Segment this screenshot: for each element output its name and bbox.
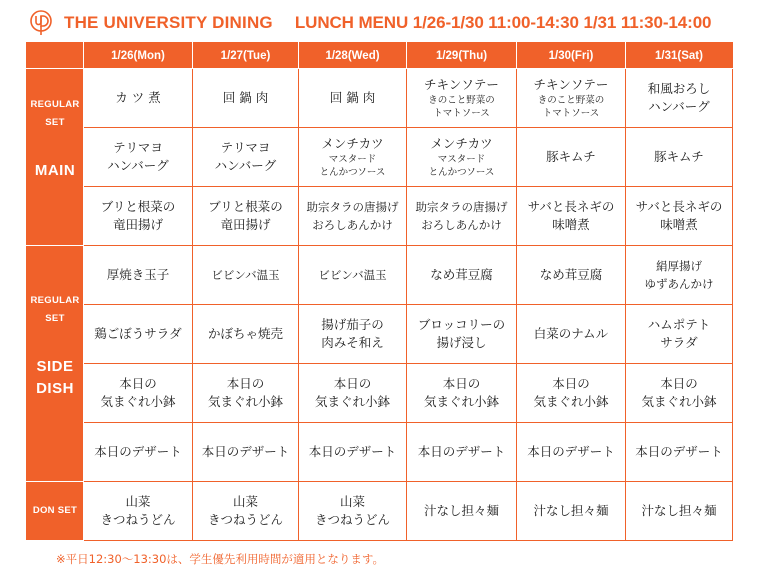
date-header: 1/27(Tue) bbox=[193, 43, 299, 69]
dish-name: チキンソテー bbox=[424, 77, 499, 92]
dish-name-line2: 揚げ浸し bbox=[436, 335, 487, 350]
menu-cell bbox=[517, 128, 626, 187]
menu-cell bbox=[517, 423, 626, 482]
menu-row bbox=[27, 246, 733, 305]
dish-name-line2: サラダ bbox=[660, 335, 698, 350]
dish-name: 和風おろし bbox=[647, 81, 711, 96]
section-label: REGULAR bbox=[30, 99, 80, 110]
section-title: DISH bbox=[36, 379, 74, 397]
dish-name: 本日の bbox=[442, 376, 481, 391]
menu-row bbox=[27, 482, 733, 541]
menu-cell bbox=[84, 187, 193, 246]
dish-name-line2: 気まぐれ小鉢 bbox=[423, 394, 499, 409]
menu-cell bbox=[517, 364, 626, 423]
menu-cell bbox=[407, 187, 517, 246]
dish-sauce: とんかつソース bbox=[428, 167, 495, 178]
menu-cell bbox=[299, 482, 407, 541]
dish-sauce: きのこと野菜の bbox=[428, 95, 495, 106]
section-label: REGULAR bbox=[30, 294, 80, 306]
dish-name-line2: きつねうどん bbox=[314, 512, 390, 527]
dish-name: 本日の bbox=[333, 376, 372, 391]
menu-title: LUNCH MENU 1/26-1/30 11:00-14:30 1/31 11:30-14:00 bbox=[294, 13, 712, 32]
dish-name-line2: ハンバーグ bbox=[107, 158, 169, 173]
dish-name-line2: 味噌煮 bbox=[552, 217, 590, 232]
date-header: 1/31(Sat) bbox=[626, 43, 733, 69]
dish-name-line2: ハンバーグ bbox=[648, 99, 710, 114]
dish-name: テリマヨ bbox=[220, 140, 271, 155]
menu-row bbox=[27, 364, 733, 423]
footnote: ※平日12:30～13:30は、学生優先利用時間が適用となります。 bbox=[56, 552, 384, 566]
menu-cell bbox=[299, 128, 407, 187]
dish-name: 山菜 bbox=[339, 494, 365, 509]
dish-name-line2: きつねうどん bbox=[100, 512, 176, 527]
dish-name-line2: 肉みそ和え bbox=[321, 335, 384, 350]
menu-row bbox=[27, 305, 733, 364]
dish-name-line2: ハンバーグ bbox=[214, 158, 277, 173]
menu-row bbox=[27, 69, 733, 128]
menu-cell bbox=[626, 246, 733, 305]
dish-name: 回 鍋 肉 bbox=[222, 90, 269, 105]
dish-name: テリマヨ bbox=[113, 140, 163, 155]
menu-cell bbox=[193, 305, 299, 364]
menu-cell bbox=[193, 69, 299, 128]
dish-sauce: マスタード bbox=[437, 154, 486, 165]
dish-name: 本日のデザート bbox=[527, 444, 615, 459]
dish-name: カ ツ 煮 bbox=[115, 90, 161, 105]
dish-name: 助宗タラの唐揚げ bbox=[306, 200, 399, 214]
menu-cell bbox=[193, 246, 299, 305]
dish-name: ハムポテト bbox=[647, 317, 711, 332]
dish-name: 白菜のナムル bbox=[533, 326, 609, 341]
dish-name: 回 鍋 肉 bbox=[329, 90, 376, 105]
menu-cell bbox=[299, 305, 407, 364]
section-side-dish bbox=[27, 246, 84, 482]
dish-name: 本日の bbox=[119, 376, 157, 391]
dish-name: サバと長ネギの bbox=[527, 199, 615, 214]
dish-name: 山菜 bbox=[125, 494, 151, 509]
menu-cell bbox=[517, 246, 626, 305]
menu-cell bbox=[299, 246, 407, 305]
dish-name: ビビンバ温玉 bbox=[318, 268, 387, 282]
dish-name: チキンソテー bbox=[533, 77, 609, 92]
dish-name: 揚げ茄子の bbox=[321, 317, 384, 332]
dish-name-line2: 味噌煮 bbox=[660, 217, 698, 232]
menu-cell bbox=[517, 482, 626, 541]
dish-name: ブロッコリーの bbox=[417, 317, 506, 332]
dish-sauce: とんかつソース bbox=[319, 167, 386, 178]
menu-cell bbox=[299, 423, 407, 482]
menu-cell bbox=[193, 364, 299, 423]
menu-cell bbox=[299, 364, 407, 423]
dish-name: メンチカツ bbox=[321, 136, 384, 151]
section-title: MAIN bbox=[34, 162, 76, 179]
dish-name: 絹厚揚げ bbox=[656, 259, 702, 273]
dish-name: 山菜 bbox=[232, 494, 258, 509]
dish-name: 本日のデザート bbox=[417, 444, 506, 459]
dish-name: 本日のデザート bbox=[94, 444, 182, 459]
menu-row bbox=[27, 187, 733, 246]
menu-cell bbox=[626, 423, 733, 482]
menu-cell bbox=[517, 69, 626, 128]
menu-cell bbox=[193, 423, 299, 482]
section-title: SIDE bbox=[36, 357, 74, 375]
dish-name-line2: おろしあんかけ bbox=[421, 218, 502, 232]
dish-name: メンチカツ bbox=[430, 136, 493, 151]
section-main bbox=[27, 69, 84, 246]
page-header bbox=[26, 6, 746, 40]
menu-cell bbox=[299, 69, 407, 128]
menu-cell bbox=[407, 482, 517, 541]
menu-cell bbox=[407, 423, 517, 482]
menu-cell bbox=[626, 69, 733, 128]
menu-row bbox=[27, 128, 733, 187]
dish-sauce: トマトソース bbox=[542, 108, 600, 119]
dish-name: 本日のデザート bbox=[308, 444, 397, 459]
dish-name-line2: 気まぐれ小鉢 bbox=[207, 394, 283, 409]
menu-cell bbox=[517, 305, 626, 364]
dish-name-line2: 気まぐれ小鉢 bbox=[314, 394, 390, 409]
menu-row bbox=[27, 423, 733, 482]
dish-name: ビビンバ温玉 bbox=[211, 268, 280, 282]
menu-cell bbox=[84, 482, 193, 541]
menu-cell bbox=[84, 128, 193, 187]
dish-name-line2: 竜田揚げ bbox=[220, 217, 271, 232]
dish-name: 鶏ごぼうサラダ bbox=[94, 326, 182, 341]
menu-cell bbox=[626, 364, 733, 423]
dish-name: ブリと根菜の bbox=[100, 199, 176, 214]
menu-cell bbox=[84, 246, 193, 305]
dish-name: 本日の bbox=[552, 376, 590, 391]
dish-name: 汁なし担々麺 bbox=[533, 503, 609, 518]
menu-cell bbox=[193, 187, 299, 246]
dish-name-line2: ゆずあんかけ bbox=[644, 277, 714, 291]
dish-name: 豚キムチ bbox=[654, 149, 704, 164]
menu-cell bbox=[193, 128, 299, 187]
menu-cell bbox=[407, 305, 517, 364]
menu-cell bbox=[84, 69, 193, 128]
ud-logo-icon bbox=[30, 10, 52, 36]
menu-cell bbox=[299, 187, 407, 246]
dish-name: 厚焼き玉子 bbox=[106, 267, 170, 282]
section-label: SET bbox=[45, 117, 65, 128]
section-label: SET bbox=[45, 312, 65, 324]
dish-name: サバと長ネギの bbox=[635, 199, 723, 214]
dish-name: なめ茸豆腐 bbox=[539, 267, 603, 282]
menu-cell bbox=[407, 246, 517, 305]
dish-name: 豚キムチ bbox=[546, 149, 596, 164]
dish-name-line2: 気まぐれ小鉢 bbox=[100, 394, 176, 409]
dish-name-line2: 気まぐれ小鉢 bbox=[641, 394, 717, 409]
lunch-menu-table bbox=[26, 42, 733, 541]
date-header-row bbox=[27, 43, 733, 69]
dish-name: 本日のデザート bbox=[635, 444, 723, 459]
dish-sauce: トマトソース bbox=[433, 108, 490, 119]
menu-cell bbox=[626, 128, 733, 187]
menu-cell bbox=[626, 305, 733, 364]
menu-cell bbox=[407, 69, 517, 128]
dish-sauce: マスタード bbox=[328, 154, 377, 165]
dish-name-line2: 気まぐれ小鉢 bbox=[533, 394, 609, 409]
brand-name: THE UNIVERSITY DINING bbox=[64, 13, 273, 32]
dish-name: 汁なし担々麺 bbox=[423, 503, 499, 518]
menu-cell bbox=[626, 187, 733, 246]
menu-cell bbox=[84, 364, 193, 423]
corner-cell bbox=[27, 43, 84, 69]
dish-name: 本日の bbox=[660, 376, 698, 391]
dish-name: 本日の bbox=[226, 376, 265, 391]
dish-name: 本日のデザート bbox=[201, 444, 290, 459]
date-header: 1/26(Mon) bbox=[84, 43, 193, 69]
menu-cell bbox=[407, 364, 517, 423]
menu-cell bbox=[193, 482, 299, 541]
dish-name: ブリと根菜の bbox=[208, 199, 283, 214]
date-header: 1/30(Fri) bbox=[517, 43, 626, 69]
date-header: 1/28(Wed) bbox=[299, 43, 407, 69]
menu-cell bbox=[407, 128, 517, 187]
dish-name: かぼちゃ焼売 bbox=[207, 326, 283, 341]
menu-cell bbox=[84, 305, 193, 364]
section-don-set bbox=[27, 482, 84, 541]
dish-name-line2: おろしあんかけ bbox=[312, 218, 393, 232]
dish-sauce: きのこと野菜の bbox=[537, 95, 605, 106]
date-header: 1/29(Thu) bbox=[407, 43, 517, 69]
dish-name: 汁なし担々麺 bbox=[641, 503, 717, 518]
dish-name-line2: 竜田揚げ bbox=[112, 217, 163, 232]
menu-cell bbox=[517, 187, 626, 246]
dish-name: なめ茸豆腐 bbox=[430, 267, 493, 282]
section-label: DON SET bbox=[32, 505, 78, 516]
dish-name: 助宗タラの唐揚げ bbox=[415, 200, 508, 214]
menu-cell bbox=[626, 482, 733, 541]
menu-cell bbox=[84, 423, 193, 482]
dish-name-line2: きつねうどん bbox=[207, 512, 283, 527]
